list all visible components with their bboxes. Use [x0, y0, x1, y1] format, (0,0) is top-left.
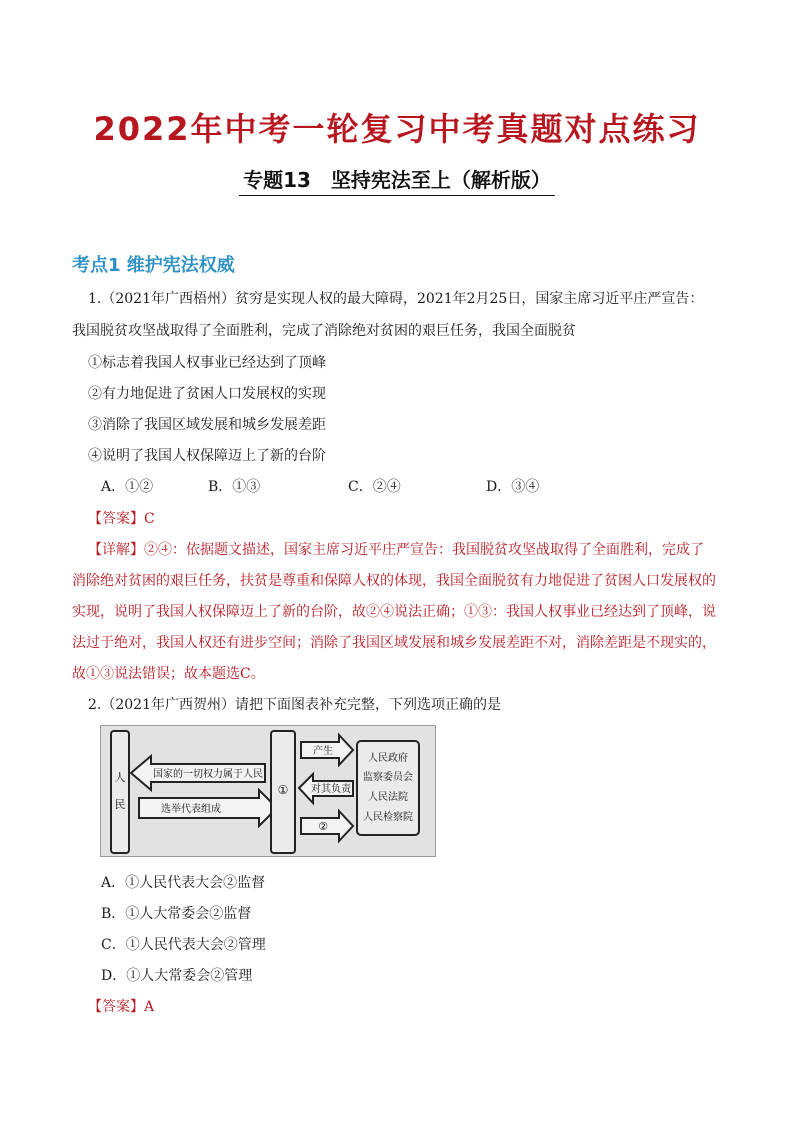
organ-1: 人民政府 [368, 753, 408, 764]
q1-option-b: B．①③ [208, 479, 261, 495]
q2-option-a: A．①人民代表大会②监督 [101, 875, 266, 891]
answer-value: C [144, 511, 155, 527]
answer-tag: 【答案】 [88, 999, 144, 1015]
answer-tag: 【答案】 [88, 511, 144, 527]
detail-text: ②④：依据题文描述，国家主席习近平庄严宣告：我国脱贫攻坚战取得了全面胜利，完成了 [144, 542, 704, 558]
organ-3: 人民法院 [368, 792, 408, 803]
q1-detail-line4: 法过于绝对，我国人权还有进步空间；消除了我国区域发展和城乡发展差距不对，消除差距是不现实的， [72, 635, 716, 651]
q1-detail-line1 [88, 539, 704, 559]
q2-figure [100, 725, 436, 857]
responsible-label: 对其负责 [311, 784, 351, 795]
detail-tag: 【详解】 [88, 542, 144, 558]
q2-diagram [101, 726, 435, 856]
people-label-1: 人 [114, 771, 126, 784]
q2-option-b: B．①人大常委会②监督 [101, 906, 252, 922]
q1-item-2: ②有力地促进了贫困人口发展权的实现 [88, 386, 326, 402]
answer-value: A [144, 999, 155, 1015]
q1-detail-line5: 故①③说法错误；故本题选C。 [72, 666, 265, 682]
arrow-top-label: 国家的一切权力属于人民 [153, 769, 263, 780]
q1-option-c: C．②④ [348, 479, 401, 495]
q2-stem: 2.（2021年广西贺州）请把下面图表补充完整，下列选项正确的是 [88, 697, 501, 713]
center-label: ① [277, 783, 289, 797]
section-heading: 考点1 维护宪法权威 [72, 255, 235, 276]
arrow-bottom-label: 选举代表组成 [161, 804, 221, 815]
q1-answer [88, 508, 155, 528]
q2-option-d: D．①人大常委会②管理 [101, 968, 253, 984]
q2-option-c: C．①人民代表大会②管理 [101, 937, 266, 953]
blank-2-label: ② [318, 820, 328, 833]
organ-4: 人民检察院 [363, 812, 413, 823]
q1-stem-line2: 我国脱贫攻坚战取得了全面胜利，完成了消除绝对贫困的艰巨任务，我国全面脱贫 [72, 323, 576, 339]
people-box [111, 731, 129, 853]
q1-stem-line1: 1.（2021年广西梧州）贫穷是实现人权的最大障碍，2021年2月25日，国家主席习近平庄严宣告： [88, 291, 704, 307]
q2-answer [88, 996, 154, 1016]
q1-detail-line2: 消除绝对贫困的艰巨任务，扶贫是尊重和保障人权的体现，我国全面脱贫有力地促进了贫困人口发展权的 [72, 573, 716, 589]
q1-option-d: D．③④ [486, 479, 540, 495]
page-title: 2022年中考一轮复习中考真题对点练习 [93, 110, 701, 148]
people-label-2: 民 [114, 798, 126, 811]
q1-option-a: A．①② [101, 479, 154, 495]
q1-item-3: ③消除了我国区域发展和城乡发展差距 [88, 417, 326, 433]
organ-2: 监察委员会 [363, 772, 413, 783]
q1-item-4: ④说明了我国人权保障迈上了新的台阶 [88, 448, 326, 464]
q1-detail-line3: 实现，说明了我国人权保障迈上了新的台阶，故②④说法正确；①③：我国人权事业已经达到了顶峰，说 [72, 604, 716, 620]
q1-item-1: ①标志着我国人权事业已经达到了顶峰 [88, 355, 326, 371]
page-subtitle: 专题13 坚持宪法至上（解析版） [239, 164, 555, 196]
produce-label: 产生 [313, 746, 333, 757]
